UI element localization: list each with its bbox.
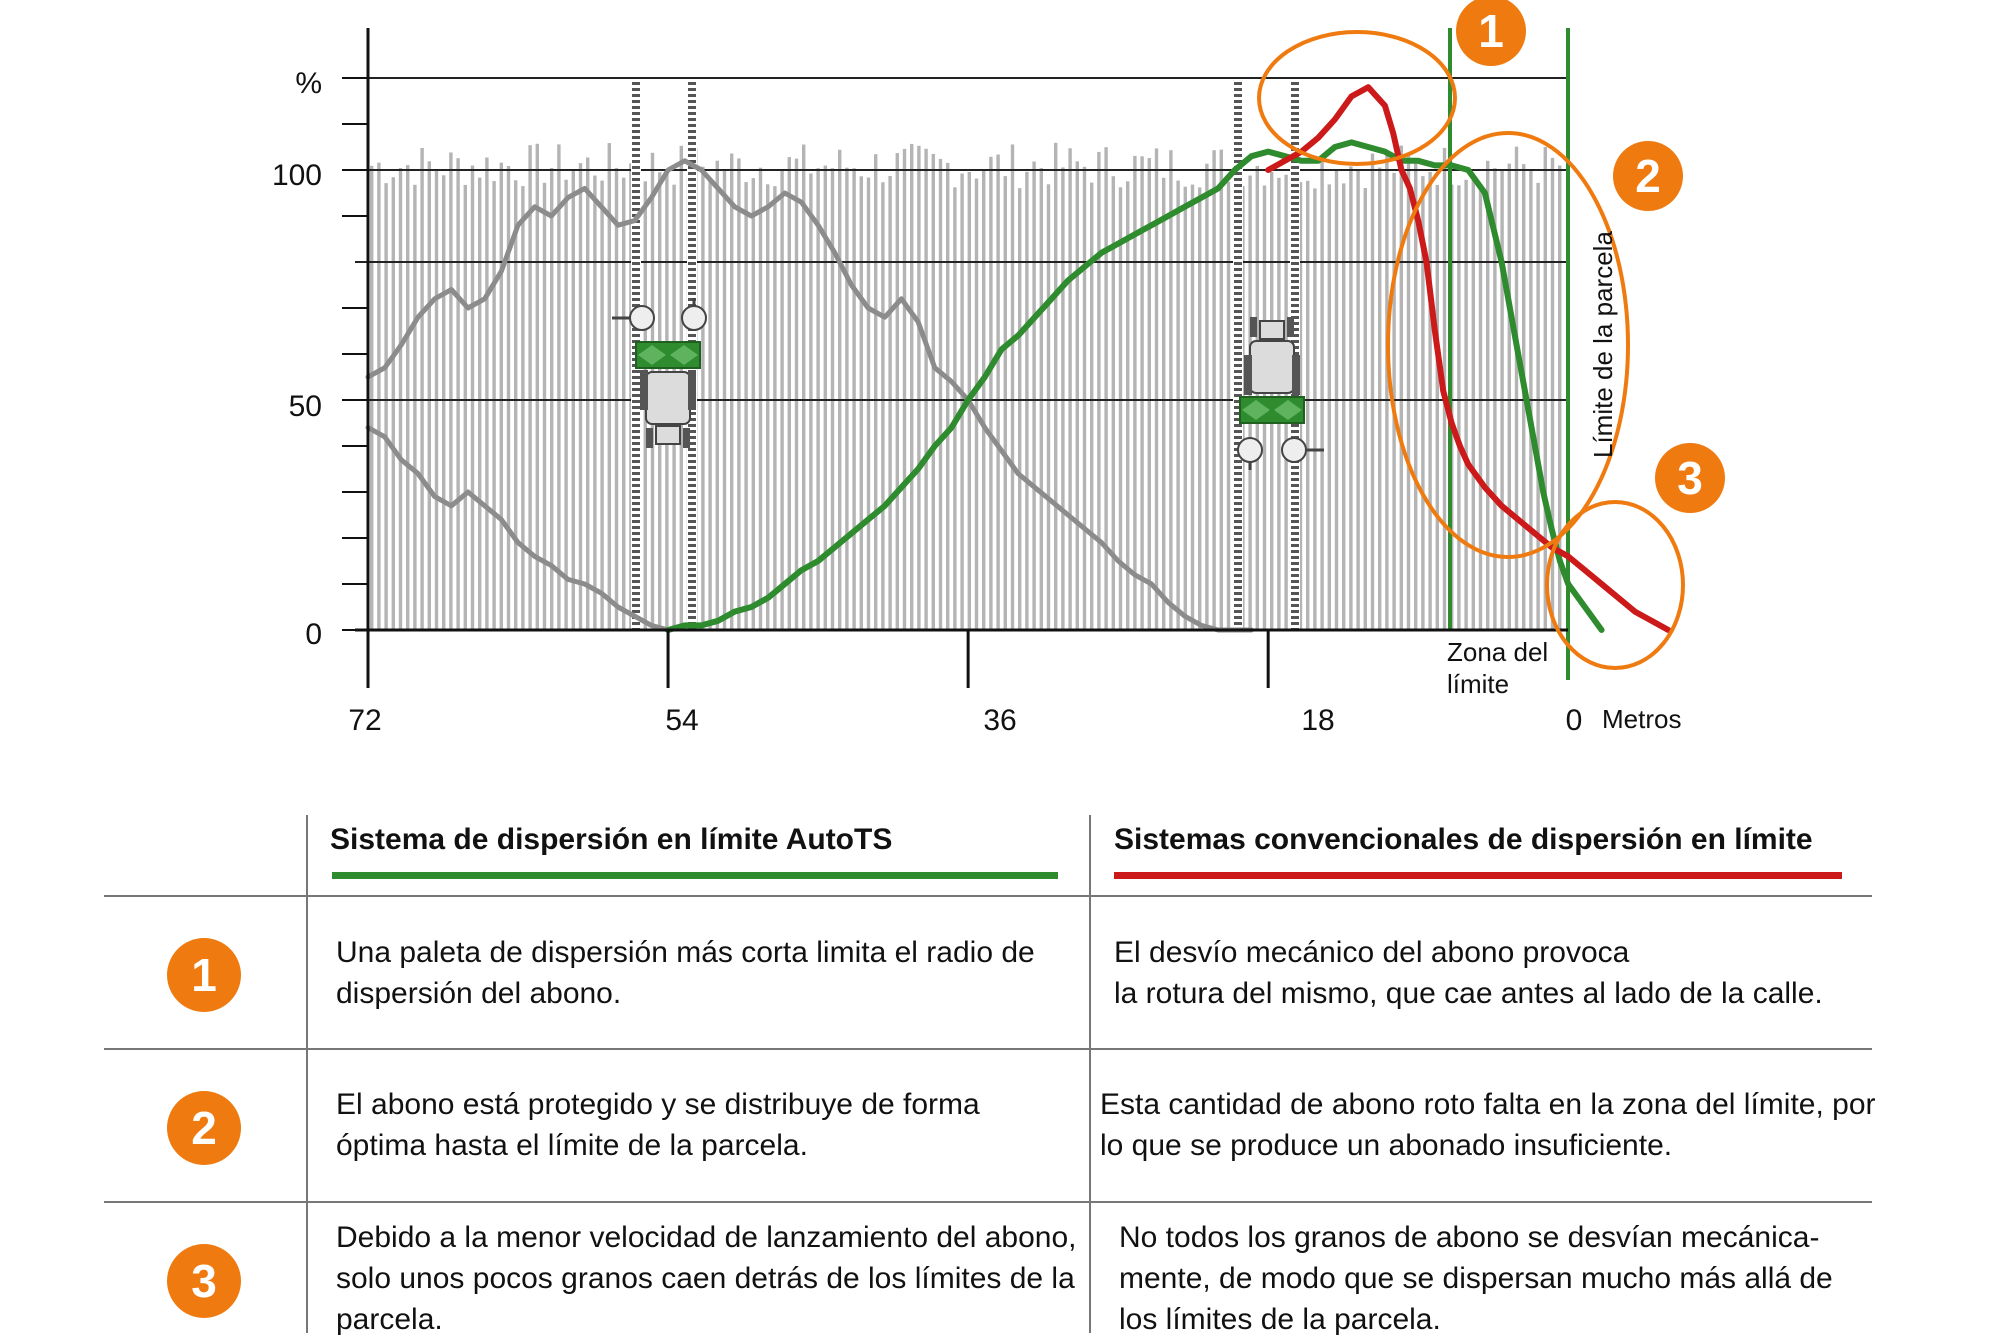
coverage-bar (1400, 146, 1403, 630)
coverage-bar (1198, 187, 1201, 630)
coverage-bar (896, 153, 899, 630)
row-2-conventional-line-1: Esta cantidad de abono roto falta en la zona del límite, por (1100, 1088, 1876, 1121)
coverage-bar (492, 181, 495, 630)
coverage-bar (507, 166, 510, 630)
badge-3-label: 3 (1677, 452, 1703, 504)
coverage-bar (449, 153, 452, 631)
row-3-conventional-line-3: los límites de la parcela. (1119, 1303, 1441, 1336)
row-1-autots-line-1: Una paleta de dispersión más corta limita el radio de (336, 936, 1035, 969)
coverage-bar (1004, 176, 1007, 630)
coverage-bar (752, 178, 755, 630)
x-tick-72: 72 (348, 704, 382, 737)
coverage-bar (615, 168, 618, 630)
coverage-bar (442, 175, 445, 630)
coverage-bar (744, 182, 747, 630)
coverage-bar (478, 178, 481, 630)
limite-parcela-label: Límite de la parcela (1588, 231, 1618, 458)
y-tick-50: 50 (288, 390, 322, 423)
coverage-bar (370, 166, 373, 630)
coverage-bar (586, 158, 589, 631)
coverage-bar (1378, 168, 1381, 630)
coverage-bar (500, 163, 503, 630)
coverage-bar (766, 184, 769, 630)
coverage-bar (802, 145, 805, 631)
coverage-bar (1162, 178, 1165, 630)
coverage-bar (392, 177, 395, 630)
coverage-bar (917, 146, 920, 630)
coverage-bar (716, 161, 719, 630)
coverage-bar (1320, 160, 1323, 630)
row-3-autots-line-1: Debido a la menor velocidad de lanzamiento del abono, (336, 1221, 1077, 1254)
coverage-bar (1472, 174, 1475, 630)
badge-2-label: 2 (1635, 150, 1661, 202)
coverage-bar (1220, 150, 1223, 630)
coverage-bar (600, 181, 603, 630)
coverage-bar (903, 149, 906, 630)
coverage-bar (428, 161, 431, 630)
coverage-bar (1212, 150, 1215, 630)
table-divider-h2 (104, 1048, 1872, 1050)
coverage-bar (1054, 143, 1057, 630)
row-3-badge: 3 (167, 1244, 241, 1318)
coverage-bar (1508, 164, 1511, 630)
row-3-autots-line-2: solo unos pocos granos caen detrás de los límites de la (336, 1262, 1075, 1295)
table-divider-v1 (306, 815, 308, 1333)
coverage-bar (1076, 161, 1079, 630)
coverage-bar (932, 154, 935, 630)
x-tick-54: 54 (665, 704, 699, 737)
coverage-bar (996, 155, 999, 631)
coverage-bar (989, 157, 992, 630)
coverage-bar (413, 185, 416, 630)
coverage-bar (456, 158, 459, 630)
coverage-bar (1457, 185, 1460, 630)
row-2-conventional-line-2: lo que se produce un abonado insuficiente. (1100, 1129, 1673, 1162)
row-3-autots-text (336, 1217, 1077, 1340)
x-tick-36: 36 (983, 704, 1017, 737)
coverage-bar (1205, 164, 1208, 630)
coverage-bar (1464, 180, 1467, 630)
x-tick-0: 0 (1565, 704, 1583, 737)
coverage-bar (1349, 166, 1352, 630)
coverage-bar (1479, 187, 1482, 630)
coverage-bar (845, 168, 848, 630)
conventional-column-header: Sistemas convencionales de dispersión en límite (1114, 823, 1813, 856)
coverage-bar (939, 159, 942, 630)
coverage-bar (406, 165, 409, 630)
autots-legend-bar (332, 872, 1058, 879)
conventional-legend-bar (1114, 872, 1842, 879)
coverage-bar (874, 154, 877, 630)
zona-limite-label-line1: Zona del (1447, 637, 1549, 667)
coverage-bar (485, 158, 488, 631)
y-unit-label: % (295, 67, 322, 100)
coverage-bar (773, 186, 776, 630)
coverage-bar (1133, 156, 1136, 630)
coverage-bar (1083, 167, 1086, 630)
coverage-bar (1011, 144, 1014, 630)
coverage-bar (759, 168, 762, 630)
coverage-bar (521, 186, 524, 630)
coverage-bar (1068, 148, 1071, 630)
coverage-bar (1176, 181, 1179, 630)
x-axis-label: Metros (1602, 704, 1682, 734)
row-3-conventional-line-1: No todos los granos de abono se desvían mecánica- (1119, 1221, 1820, 1254)
coverage-bar (1436, 185, 1439, 630)
coverage-bar (1544, 147, 1547, 630)
coverage-bar (910, 144, 913, 630)
coverage-bar (946, 163, 949, 630)
coverage-bar (1097, 152, 1100, 630)
coverage-bar (1018, 188, 1021, 630)
coverage-bar (1184, 187, 1187, 630)
coverage-bar (377, 163, 380, 630)
row-2-autots-line-1: El abono está protegido y se distribuye de forma (336, 1088, 980, 1121)
coverage-bar (1061, 167, 1064, 630)
row-1-conventional-line-2: la rotura del mismo, que cae antes al lado de la calle. (1114, 977, 1823, 1010)
coverage-bar (557, 144, 560, 630)
coverage-bar (838, 150, 841, 630)
coverage-bar (1328, 184, 1331, 630)
row-1-badge: 1 (167, 938, 241, 1012)
coverage-bar (622, 178, 625, 630)
coverage-bar (881, 182, 884, 630)
row-1-autots-line-2: dispersión del abono. (336, 977, 622, 1010)
coverage-bar (471, 166, 474, 631)
badge-1-label: 1 (1478, 5, 1504, 57)
zona-limite-label-line2: límite (1447, 669, 1510, 699)
coverage-bar (1306, 181, 1309, 630)
coverage-bar (514, 180, 517, 630)
coverage-bar (737, 158, 740, 630)
coverage-bar (860, 176, 863, 630)
table-divider-h1 (104, 895, 1872, 897)
coverage-bar (1126, 181, 1129, 630)
row-2-autots-text (336, 1084, 980, 1166)
coverage-bar (579, 163, 582, 630)
coverage-bar (975, 179, 978, 631)
row-1-conventional-line-1: El desvío mecánico del abono provoca (1114, 936, 1630, 969)
coverage-bar (1032, 162, 1035, 631)
autots-column-header: Sistema de dispersión en límite AutoTS (330, 823, 893, 856)
row-1-conventional-text (1114, 932, 1823, 1014)
table-divider-v2 (1089, 815, 1091, 1333)
coverage-bar (1371, 154, 1374, 630)
coverage-bar (788, 157, 791, 630)
coverage-bar (730, 154, 733, 631)
row-2-conventional-text (1100, 1084, 1876, 1166)
coverage-bar (1313, 188, 1316, 630)
row-3-autots-line-3: parcela. (336, 1303, 443, 1336)
coverage-bar (528, 145, 531, 630)
coverage-bar (1385, 154, 1388, 630)
coverage-bar (960, 174, 963, 631)
coverage-bar (1191, 185, 1194, 630)
y-tick-0: 0 (305, 618, 322, 651)
coverage-bar (420, 148, 423, 630)
coverage-bar (593, 176, 596, 631)
coverage-bar (1227, 182, 1230, 630)
coverage-bar (701, 167, 704, 630)
row-2-badge: 2 (167, 1091, 241, 1165)
row-1-autots-text (336, 932, 1035, 1014)
coverage-bar (1414, 159, 1417, 630)
x-tick-18: 18 (1301, 704, 1335, 737)
coverage-bar (1486, 161, 1489, 630)
coverage-bar (1169, 150, 1172, 630)
row-3-conventional-line-2: mente, de modo que se dispersan mucho más allá de (1119, 1262, 1833, 1295)
coverage-bar (795, 159, 798, 630)
coverage-bar (1364, 188, 1367, 630)
coverage-bar (953, 187, 956, 630)
row-3-conventional-text (1119, 1217, 1833, 1340)
coverage-bar (1536, 183, 1539, 630)
coverage-bar (924, 149, 927, 630)
y-tick-100: 100 (271, 159, 322, 192)
row-2-autots-line-2: óptima hasta el límite de la parcela. (336, 1129, 808, 1162)
coverage-bar (867, 178, 870, 631)
coverage-bar (888, 176, 891, 630)
coverage-bar (464, 185, 467, 630)
table-divider-h3 (104, 1201, 1872, 1203)
coverage-bar (1342, 183, 1345, 630)
coverage-bar (1090, 183, 1093, 630)
coverage-bar (708, 178, 711, 631)
coverage-bar (384, 183, 387, 630)
coverage-bar (564, 180, 567, 630)
coverage-bar (1104, 147, 1107, 630)
coverage-bar (1047, 184, 1050, 630)
